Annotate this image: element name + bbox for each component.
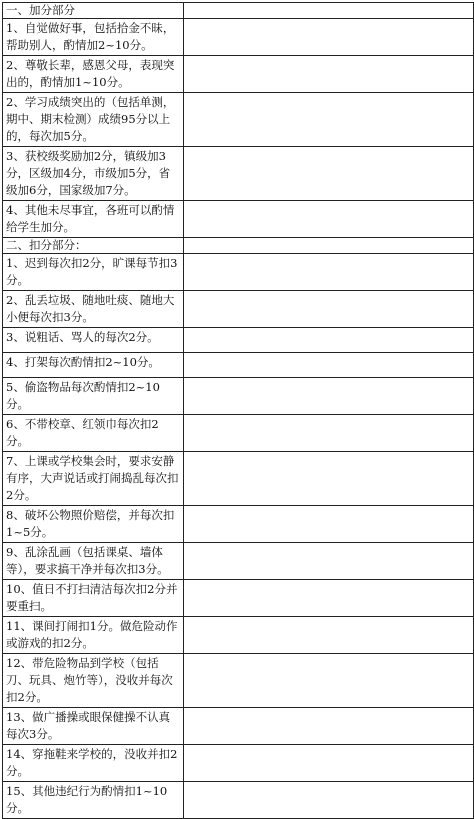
table-row (3, 378, 474, 415)
table-row (3, 328, 474, 353)
table-row (3, 19, 474, 56)
table-row (3, 580, 474, 617)
rule-text: 6、不带校章、红领巾每次扣2分。 (3, 415, 184, 452)
empty-cell (184, 654, 474, 708)
table-row (3, 708, 474, 745)
table-row (3, 543, 474, 580)
rule-text: 4、其他未尽事宜，各班可以酌情给学生加分。 (3, 201, 184, 238)
empty-cell (184, 147, 474, 201)
table-row (3, 452, 474, 506)
table-row (3, 291, 474, 328)
rule-text: 2、学习成绩突出的（包括单测，期中、期末检测）成绩95分以上的，每次加5分。 (3, 93, 184, 147)
table-row (3, 654, 474, 708)
rule-text: 5、偷盗物品每次酌情扣2~10分。 (3, 378, 184, 415)
empty-cell (184, 353, 474, 378)
rule-text: 7、上课或学校集会时，要求安静有序，大声说话或打闹捣乱每次扣2分。 (3, 452, 184, 506)
rule-text: 9、乱涂乱画（包括课桌、墙体等），要求搞干净并每次扣3分。 (3, 543, 184, 580)
rule-text: 3、说粗话、骂人的每次2分。 (3, 328, 184, 353)
rule-text: 1、迟到每次扣2分，旷课每节扣3分。 (3, 254, 184, 291)
empty-cell (184, 201, 474, 238)
table-row (3, 617, 474, 654)
empty-cell (184, 291, 474, 328)
rule-text: 2、乱丢垃圾、随地吐痰、随地大小便每次扣3分。 (3, 291, 184, 328)
empty-cell (184, 745, 474, 782)
table-row (3, 93, 474, 147)
table-row (3, 147, 474, 201)
table-row (3, 201, 474, 238)
table-row (3, 506, 474, 543)
rule-text: 15、其他违纪行为酌情扣1~10分。 (3, 782, 184, 819)
rule-text: 10、值日不打扫清洁每次扣2分并要重扫。 (3, 580, 184, 617)
rule-text: 13、做广播操或眼保健操不认真每次3分。 (3, 708, 184, 745)
section-heading-deduction: 二、扣分部分： (3, 238, 184, 254)
empty-cell (184, 543, 474, 580)
section-heading-bonus: 一、加分部分 (3, 3, 184, 19)
table-row (3, 415, 474, 452)
empty-cell (184, 378, 474, 415)
empty-cell (184, 19, 474, 56)
rule-text: 14、穿拖鞋来学校的，没收并扣2分。 (3, 745, 184, 782)
rule-text: 12、带危险物品到学校（包括刀、玩具、炮竹等），没收并每次扣2分。 (3, 654, 184, 708)
rule-text: 4、打架每次酌情扣2~10分。 (3, 353, 184, 378)
table-row (3, 353, 474, 378)
table-row (3, 238, 474, 254)
score-rules-table (2, 2, 474, 819)
table-row (3, 745, 474, 782)
rule-text: 1、自觉做好事，包括拾金不昧，帮助别人，酌情加2~10分。 (3, 19, 184, 56)
rule-text: 2、尊敬长辈，感恩父母，表现突出的，酌情加1~10分。 (3, 56, 184, 93)
empty-cell (184, 3, 474, 19)
table-row (3, 782, 474, 819)
empty-cell (184, 708, 474, 745)
empty-cell (184, 782, 474, 819)
empty-cell (184, 254, 474, 291)
table-row (3, 254, 474, 291)
empty-cell (184, 415, 474, 452)
table-row (3, 56, 474, 93)
empty-cell (184, 506, 474, 543)
table-row (3, 3, 474, 19)
rule-text: 8、破坏公物照价赔偿，并每次扣1~5分。 (3, 506, 184, 543)
empty-cell (184, 238, 474, 254)
empty-cell (184, 452, 474, 506)
rule-text: 3、获校级奖励加2分，镇级加3分，区级加4分，市级加5分，省级加6分，国家级加7分。 (3, 147, 184, 201)
empty-cell (184, 328, 474, 353)
empty-cell (184, 580, 474, 617)
empty-cell (184, 93, 474, 147)
rule-text: 11、课间打闹扣1分。做危险动作或游戏的扣2分。 (3, 617, 184, 654)
empty-cell (184, 56, 474, 93)
empty-cell (184, 617, 474, 654)
